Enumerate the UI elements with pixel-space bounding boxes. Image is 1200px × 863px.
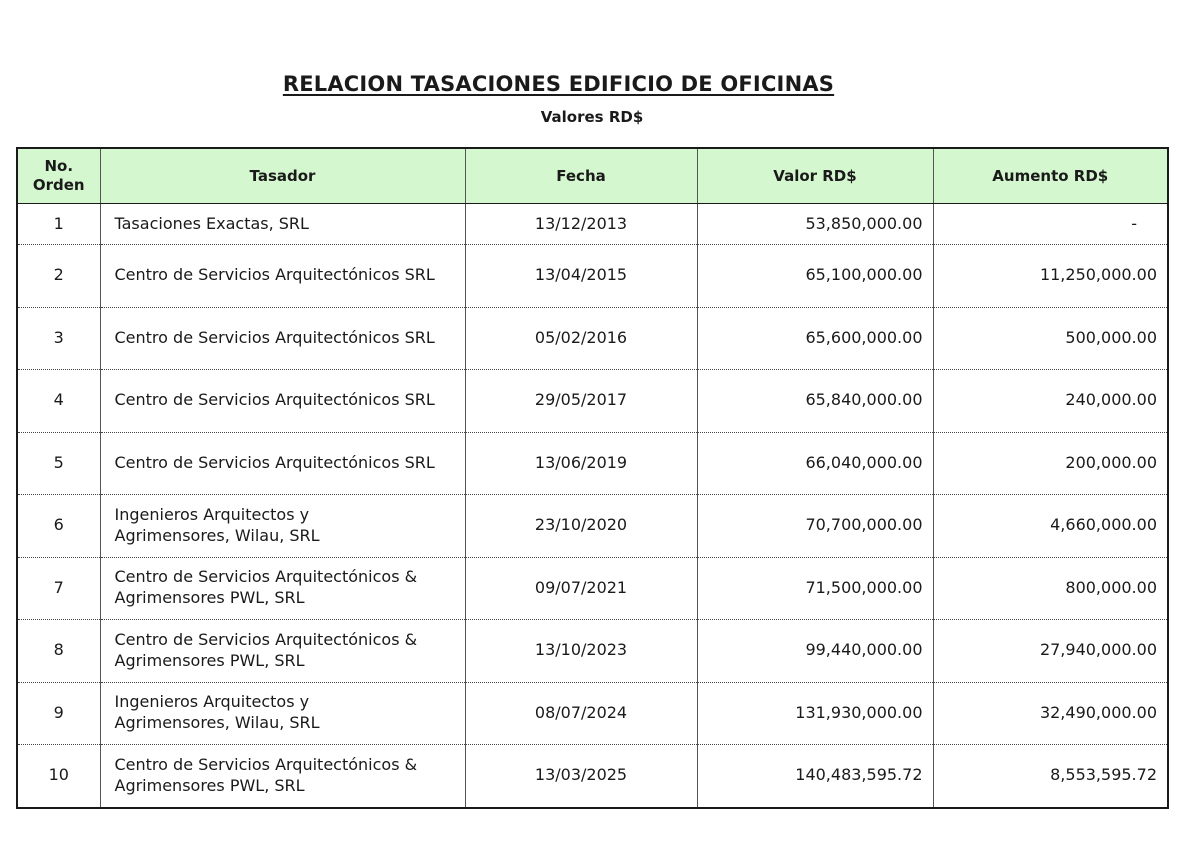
cell-fecha: 13/03/2025 [465, 745, 697, 808]
document-subtitle: Valores RD$ [540, 108, 644, 126]
cell-aumento: 500,000.00 [933, 307, 1168, 370]
cell-valor: 65,840,000.00 [697, 370, 933, 433]
table-row [17, 620, 1168, 683]
table-row [17, 495, 1168, 558]
table-row [17, 307, 1168, 370]
cell-valor: 70,700,000.00 [697, 495, 933, 558]
cell-tasador: Ingenieros Arquitectos y Agrimensores, Wilau, SRL [100, 495, 465, 558]
table-row [17, 432, 1168, 495]
cell-tasador: Ingenieros Arquitectos y Agrimensores, Wilau, SRL [100, 682, 465, 745]
cell-fecha: 08/07/2024 [465, 682, 697, 745]
header-valor: Valor RD$ [697, 148, 933, 204]
cell-aumento: 8,553,595.72 [1050, 765, 1157, 785]
table-row [17, 557, 1168, 620]
cell-no: 2 [17, 245, 100, 308]
cell-no: 6 [17, 495, 100, 558]
table-row [17, 745, 1168, 808]
cell-valor: 65,100,000.00 [697, 245, 933, 308]
cell-fecha: 29/05/2017 [465, 370, 697, 433]
cell-valor: 66,040,000.00 [697, 432, 933, 495]
cell-aumento: 4,660,000.00 [933, 495, 1168, 558]
cell-aumento: 27,940,000.00 [933, 620, 1168, 683]
cell-fecha: 05/02/2016 [465, 307, 697, 370]
cell-no: 8 [17, 620, 100, 683]
cell-tasador: Centro de Servicios Arquitectónicos SRL [100, 370, 465, 433]
table-row [17, 204, 1168, 245]
cell-no: 5 [17, 432, 100, 495]
cell-aumento: 32,490,000.00 [933, 682, 1168, 745]
cell-valor: 71,500,000.00 [697, 557, 933, 620]
cell-tasador: Tasaciones Exactas, SRL [100, 204, 465, 245]
cell-no: 4 [17, 370, 100, 433]
cell-fecha: 13/10/2023 [465, 620, 697, 683]
cell-tasador: Centro de Servicios Arquitectónicos & Agrimensores PWL, SRL [100, 620, 465, 683]
cell-tasador: Centro de Servicios Arquitectónicos SRL [100, 307, 465, 370]
cell-no: 1 [17, 204, 100, 245]
document-title: RELACION TASACIONES EDIFICIO DE OFICINAS [282, 72, 835, 96]
cell-aumento: - [933, 204, 1168, 245]
cell-valor: 140,483,595.72 [697, 745, 933, 808]
cell-fecha: 13/12/2013 [465, 204, 697, 245]
header-aumento: Aumento RD$ [933, 148, 1168, 204]
cell-aumento: 800,000.00 [933, 557, 1168, 620]
cell-tasador: Centro de Servicios Arquitectónicos SRL [100, 245, 465, 308]
cell-no: 7 [17, 557, 100, 620]
header-no-orden: No. Orden [17, 148, 100, 204]
table-row [17, 682, 1168, 745]
table-header-row [17, 148, 1168, 204]
cell-valor: 131,930,000.00 [697, 682, 933, 745]
cell-aumento: 11,250,000.00 [933, 245, 1168, 308]
table-row [17, 245, 1168, 308]
cell-tasador: Centro de Servicios Arquitectónicos SRL [100, 432, 465, 495]
table-row [17, 370, 1168, 433]
cell-fecha: 09/07/2021 [465, 557, 697, 620]
header-tasador: Tasador [100, 148, 465, 204]
cell-no: 9 [17, 682, 100, 745]
cell-valor: 99,440,000.00 [697, 620, 933, 683]
cell-valor: 65,600,000.00 [697, 307, 933, 370]
cell-tasador: Centro de Servicios Arquitectónicos & Agrimensores PWL, SRL [100, 557, 465, 620]
cell-aumento: 200,000.00 [933, 432, 1168, 495]
cell-aumento: 240,000.00 [933, 370, 1168, 433]
cell-tasador: Centro de Servicios Arquitectónicos & Agrimensores PWL, SRL [100, 745, 465, 808]
header-fecha: Fecha [465, 148, 697, 204]
cell-valor: 53,850,000.00 [697, 204, 933, 245]
cell-no: 3 [17, 307, 100, 370]
cell-no: 10 [17, 745, 100, 808]
appraisals-table [16, 147, 1169, 809]
cell-fecha: 13/06/2019 [465, 432, 697, 495]
cell-fecha: 13/04/2015 [465, 245, 697, 308]
cell-fecha: 23/10/2020 [465, 495, 697, 558]
